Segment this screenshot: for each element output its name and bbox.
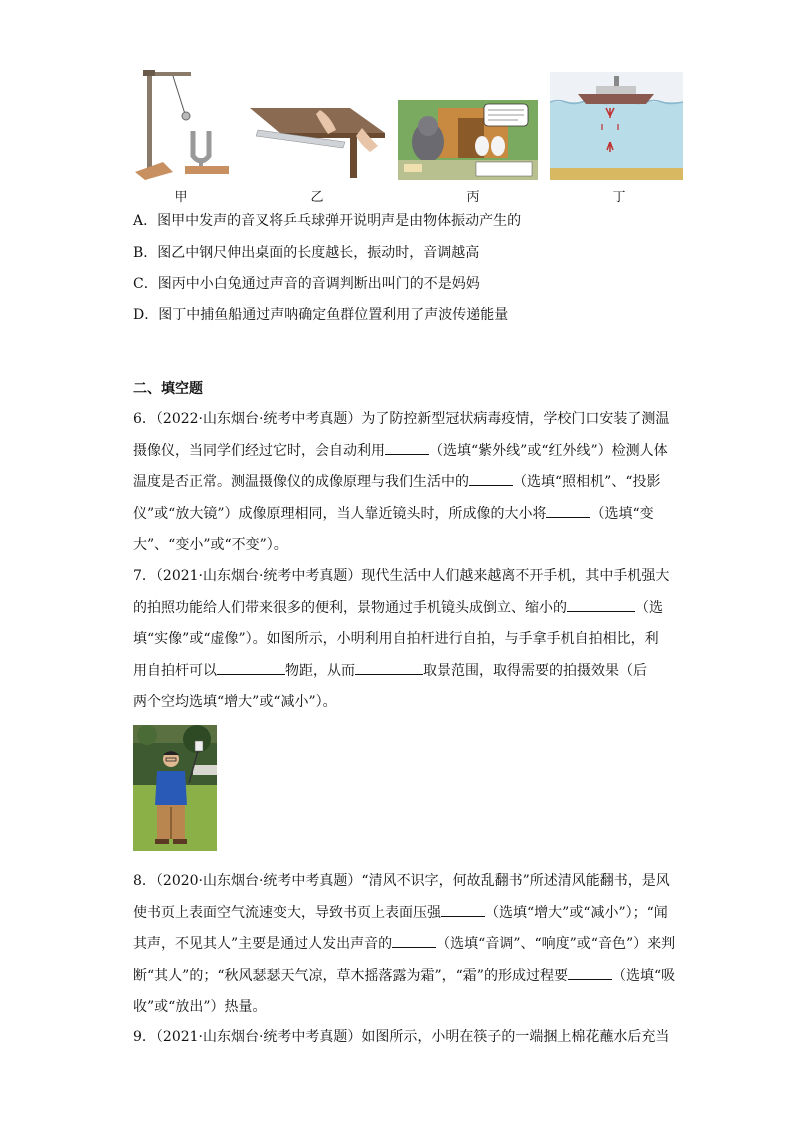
option-b: B．图乙中钢尺伸出桌面的长度越长，振动时，音调越高 (133, 245, 480, 261)
question-text: （选 (635, 599, 663, 616)
question-text: 用自拍杆可以 (133, 662, 217, 679)
question-text: （选填“增大”或“减小”）；“闻 (485, 904, 668, 921)
q7-line-5 (133, 687, 665, 719)
figure-yi-ruler-table (250, 108, 385, 178)
figure-caption-bing: 丙 (466, 190, 480, 205)
q8-line-3 (133, 929, 676, 961)
q8-line-4 (133, 961, 676, 993)
question-8 (133, 866, 676, 1024)
question-text: 使书页上表面空气流速变大，导致书页上表面压强 (133, 904, 441, 921)
question-text: 9．（2021·山东烟台·统考中考真题）如图所示，小明在筷子的一端捆上棉花蘸水后充当 (133, 1029, 670, 1045)
q8-line-2 (133, 898, 668, 930)
question-text: 的拍照功能给人们带来很多的便利，景物通过手机镜头成倒立、缩小的 (133, 599, 567, 616)
question-text: （选填“照相机”、“投影 (513, 474, 661, 490)
q7-blank-3[interactable] (355, 660, 423, 675)
q9-line-1 (133, 1022, 670, 1054)
question-text: （选填“变 (590, 505, 654, 522)
figure-bing-cartoon (398, 100, 538, 180)
section-title: 二、填空题 (133, 381, 203, 397)
option-c: C．图丙中小白兔通过声音的音调判断出叫门的不是妈妈 (133, 276, 480, 292)
question-text: 填“实像”或“虚像”）。如图所示，小明利用自拍杆进行自拍，与手拿手机自拍相比，利 (133, 631, 659, 647)
question-text: 大”、“变小”或“不变”）。 (133, 537, 288, 553)
q7-blank-1[interactable] (567, 597, 635, 612)
question-6 (133, 404, 670, 562)
question-text: 其声，不见其人”主要是通过人发出声音的 (133, 936, 393, 952)
q8-blank-1[interactable] (441, 902, 485, 917)
q6-line-3 (133, 467, 665, 499)
q8-line-5 (133, 992, 665, 1024)
figure-jia-tuning-fork (133, 66, 233, 181)
question-text: 物距，从而 (285, 662, 355, 679)
question-text: （选填“吸 (611, 967, 676, 984)
question-text: 收”或“放出”）热量。 (133, 999, 267, 1015)
question-text: 6．（2022·山东烟台·统考中考真题）为了防控新型冠状病毒疫情，学校门口安装了测温 (133, 411, 670, 427)
q7-line-2 (133, 593, 665, 625)
question-text: 两个空均选填“增大”或“减小”）。 (133, 694, 337, 710)
q6-blank-1[interactable] (385, 440, 429, 455)
q6-line-4 (133, 499, 665, 531)
selfie-stick-photo (133, 725, 217, 851)
question-9 (133, 1022, 670, 1054)
figure-caption-yi: 乙 (310, 190, 324, 205)
figure-strip (133, 66, 693, 206)
q6-line-2 (133, 436, 668, 468)
q6-line-1 (133, 404, 670, 436)
q7-line-1 (133, 561, 670, 593)
figure-caption-jia: 甲 (174, 190, 188, 205)
question-text: 断“其人”的；“秋风瑟瑟天气凉，草木摇落露为霜”，“霜”的形成过程要 (133, 967, 568, 984)
q6-blank-3[interactable] (546, 503, 590, 518)
question-text: （选填“紫外线”或“红外线”）检测人体 (429, 442, 668, 459)
question-text: 仪”或“放大镜”）成像原理相同，当人靠近镜头时，所成像的大小将 (133, 505, 547, 522)
figure-caption-ding: 丁 (612, 190, 626, 205)
q8-blank-2[interactable] (392, 933, 436, 948)
q7-line-3 (133, 624, 665, 656)
question-text: 7．（2021·山东烟台·统考中考真题）现代生活中人们越来越离不开手机，其中手机强大 (133, 568, 670, 584)
question-7 (133, 561, 670, 719)
question-text: （选填“音调”、“响度”或“音色”）来判 (436, 936, 676, 952)
q6-blank-2[interactable] (469, 471, 513, 486)
question-text: 8．（2020·山东烟台·统考中考真题）“清风不识字，何故乱翻书”所述清风能翻书，是风 (133, 873, 670, 889)
q8-line-1 (133, 866, 670, 898)
figure-ding-sonar-boat (550, 72, 683, 180)
option-a: A．图甲中发声的音叉将乒乓球弹开说明声是由物体振动产生的 (133, 213, 522, 229)
q6-line-5 (133, 530, 665, 562)
question-text: 取景范围，取得需要的拍摄效果（后 (423, 662, 647, 679)
q8-blank-3[interactable] (568, 965, 612, 980)
option-d: D．图丁中捕鱼船通过声呐确定鱼群位置利用了声波传递能量 (133, 307, 509, 323)
q7-blank-2[interactable] (217, 660, 285, 675)
question-text: 摄像仪，当同学们经过它时，会自动利用 (133, 442, 385, 459)
question-text: 温度是否正常。测温摄像仪的成像原理与我们生活中的 (133, 474, 469, 490)
q7-line-4 (133, 656, 665, 688)
